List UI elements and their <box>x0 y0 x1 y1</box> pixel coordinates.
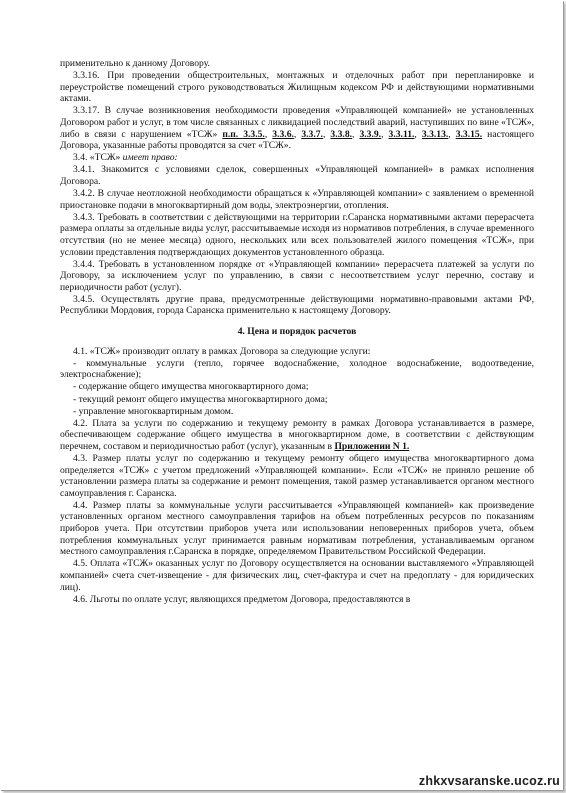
clause-reference: 3.3.15. <box>455 128 483 140</box>
clause-reference: 3.3.13. <box>421 128 449 140</box>
text: , <box>322 128 331 140</box>
watermark: zhkxvsaranske.ucoz.ru <box>418 774 560 788</box>
clause-reference: 3.3.11. <box>388 128 415 140</box>
clause-reference: 3.3.7. <box>301 128 323 140</box>
paragraph: 3.4.2. В случае неотложной необходимости обращаться к «Управляющей компании» с заявлением о временной приостановке подачи в многоквартирный дом воды, электроэнергии, отопления. <box>60 188 534 211</box>
text: , <box>264 128 273 140</box>
text: 4.2. Плата за услуги по содержанию и текущему ремонту в рамках Договора устанавливается в размере, обеспечивающем содержание общего имущества в многоквартирном доме, в соответствии с действующим перечнем, составом и периодичностью работ (услуг), указанным в <box>60 417 534 452</box>
paragraph <box>60 152 534 164</box>
list-item: - содержание общего имущества многоквартирного дома; <box>73 381 309 393</box>
list-item: - управление многоквартирным домом. <box>73 405 234 417</box>
paragraph: 3.4.5. Осуществлять другие права, предусмотренные действующими нормативно-правовыми актами РФ, Республики Мордовия, города Саранска применительно к настоящему Договору. <box>60 293 534 317</box>
text: настоящего Договора, указанные работы проводятся за счет «ТСЖ». <box>60 128 535 152</box>
text: , <box>352 128 360 140</box>
paragraph <box>60 105 534 151</box>
text: 3.4. «ТСЖ» <box>73 152 123 164</box>
paragraph: 3.4.4. Требовать в установленном порядке от «Управляющей компании» перерасчета платежей за услуги по Договору, за исключением услуг по управлению, в связи с несоответствием услуг перечню, составу и периодичности работ (услуг). <box>60 258 534 293</box>
italic-text: имеет право: <box>122 152 178 164</box>
paragraph: 4.4. Размер платы за коммунальные услуги рассчитывается «Управляющей компанией» как произведение установленных органом местного самоуправления тарифов на объем потребленных ресурсов по показаниям приборов учета. При отсутствии приборов учета или использовании неповеренных приборов учета, объем потребления коммунальных услуг принимается равным нормативам потребления, устанавливаемым органом местного самоуправления г.Саранска в порядке, определяемом Правительством Российской Федерации. <box>60 499 534 558</box>
text: , <box>381 128 389 140</box>
appendix-reference: Приложении N 1. <box>334 440 410 452</box>
list-item: - текущий ремонт общего имущества многоквартирного дома; <box>73 393 328 405</box>
clause-reference: 3.3.9. <box>359 128 382 140</box>
list-item: - коммунальные услуги (тепло, горячее водоснабжение, холодное водоснабжение, водоотведение, электроснабжение); <box>60 357 534 381</box>
paragraph: 4.1. «ТСЖ» производит оплату в рамках Договора за следующие услуги: <box>73 345 371 357</box>
paragraph: 4.6. Льготы по оплате услуг, являющихся предметом Договора, предоставляются в <box>73 593 411 605</box>
paragraph: применительно к данному Договору. <box>60 58 210 69</box>
paragraph <box>60 418 534 453</box>
clause-reference: 3.3.6. <box>272 128 294 140</box>
paragraph: 3.3.16. При проведении общестроительных, монтажных и отделочных работ при перепланировке и переустройстве помещений строго руководствоваться Жилищным кодексом РФ и действующими нормативными актами. <box>60 70 534 105</box>
paragraph: 3.4.3. Требовать в соответствии с действующими на территории г.Саранска нормативными актами перерасчета размера оплаты за отдельные виды услуг, рассчитываемые исходя из нормативов потребления, в случае временного отсутствия (но не менее месяца) одного, нескольких или всех пользователей жилого помещения «ТСЖ», при условии представления подтверждающих документов установленного образца. <box>60 211 534 258</box>
document-body <box>60 58 534 606</box>
text: , <box>414 128 422 140</box>
paragraph: 3.4.1. Знакомится с условиями сделок, совершенных «Управляющей компанией» в рамках исполнения Договора. <box>60 164 534 187</box>
section-heading: 4. Цена и порядок расчетов <box>237 326 357 338</box>
text: , <box>293 128 302 140</box>
clause-reference: п.п. 3.3.5. <box>222 128 265 140</box>
text: 3.3.17. В случае возникновения необходимости проведения «Управляющей компанией» не установленных Договором работ и услуг, в том числе связанных с ликвидацией последствий аварий, наступивших по вине «ТСЖ», либо в связи с нарушением «ТСЖ» <box>60 105 534 140</box>
clause-reference: 3.3.8. <box>330 128 353 140</box>
paragraph: 4.3. Размер платы услуг по содержанию и текущему ремонту общего имущества многоквартирного дома определяется «ТСЖ» с учетом предложений «Управляющей компании». Если «ТСЖ» не приняло решение об установлении размера платы за содержание и ремонт помещения, такой размер устанавливается органом местного самоуправления г. Саранска. <box>60 453 534 499</box>
paragraph: 4.5. Оплата «ТСЖ» оказанных услуг по Договору осуществляется на основании выставляемого «Управляющей компанией» счета счет-извещение - для физических лиц, счет-фактура и счет на предоплату - для юридических лиц). <box>60 558 534 593</box>
text: , <box>448 128 456 140</box>
